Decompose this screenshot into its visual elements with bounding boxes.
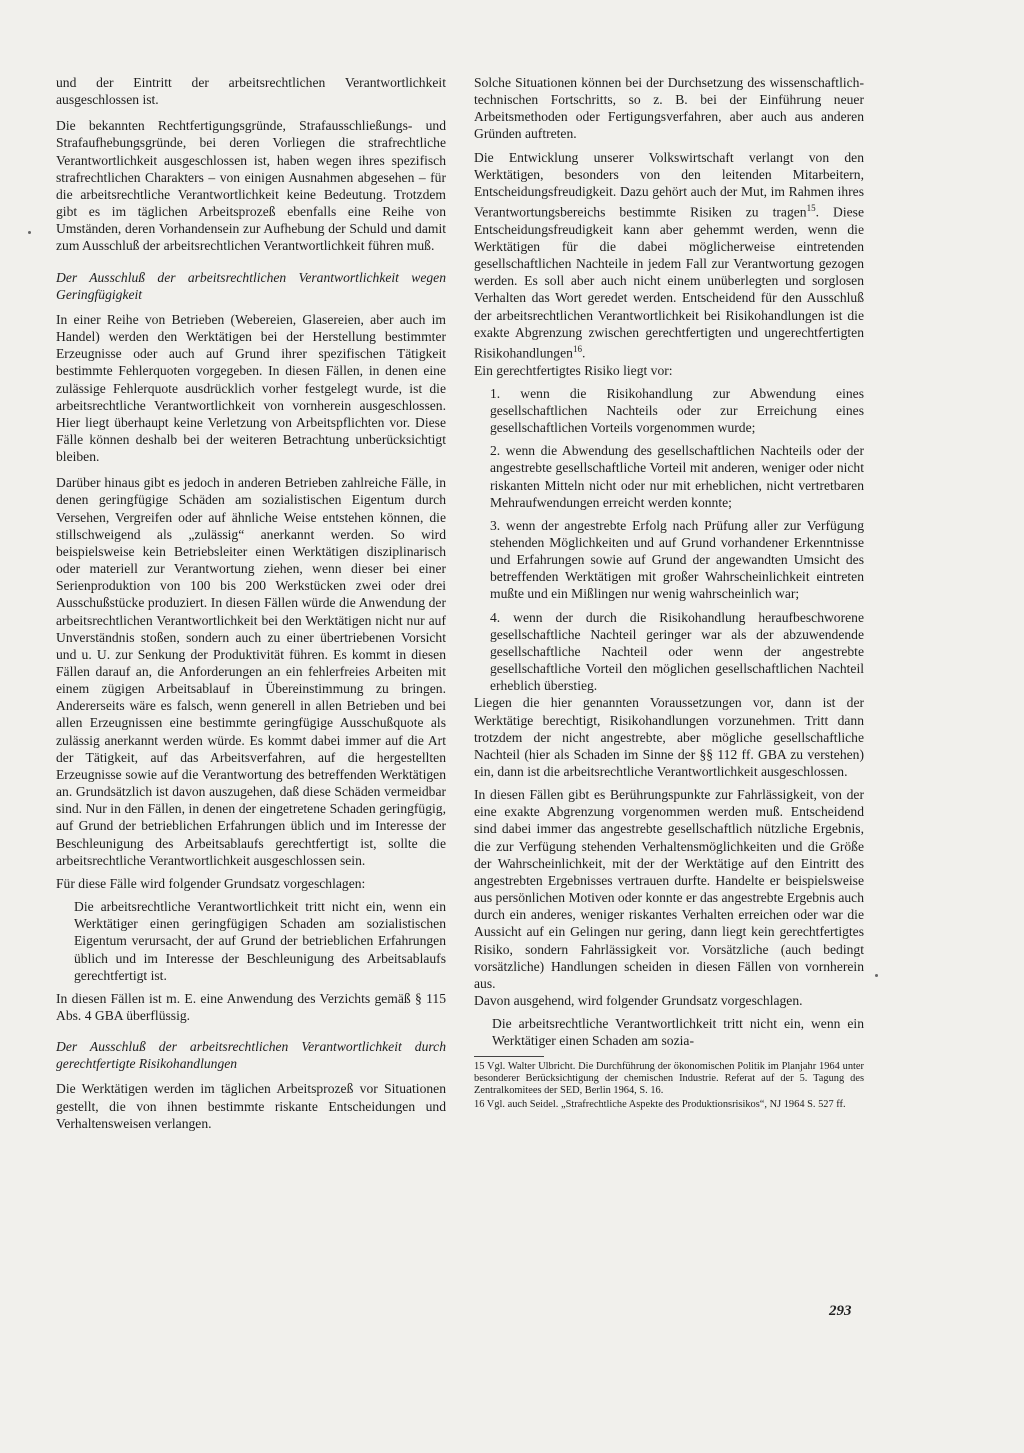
paragraph: In einer Reihe von Betrieben (Webereien, Glasereien, aber auch im Handel) werden den Werktätigen bei der Herstellung bestimmter Erzeugnisse oder auch auf Grund ihrer spezifischen Tätigkeit bestimmte Fehlerquoten vorgegeben. In diesen Fällen, in denen eine zulässige Fehlerquote ausdrücklich vorher festgelegt wurde, ist die arbeitsrechtliche Verantwortlichkeit von vornherein ausgeschlossen. Hier liegt überhaupt keine Verletzung von Arbeitspflichten vor. Diese Fälle können deshalb bei der weiteren Betrachtung unberücksichtigt bleiben. — [56, 311, 446, 465]
paragraph: Ein gerechtfertigtes Risiko liegt vor: — [474, 362, 673, 378]
principle-quote: Die arbeitsrechtliche Verantwortlichkeit tritt nicht ein, wenn ein Werktätiger einen Schaden am sozia- — [492, 1016, 864, 1049]
paragraph: In diesen Fällen ist m. E. eine Anwendung des Verzichts gemäß § 115 Abs. 4 GBA überflüssig. — [56, 990, 446, 1023]
section-heading: Der Ausschluß der arbeitsrechtlichen Verantwortlichkeit durch gerechtfertigte Risikohandlungen — [56, 1039, 446, 1072]
paragraph: Die bekannten Rechtfertigungsgründe, Strafausschließungs- und Strafaufhebungsgründe, bei deren Vorliegen die strafrechtliche Verantwortlichkeit ausgeschlossen ist, haben wegen ihres spezifisch strafrechtlichen Charakters – von einigen Ausnahmen abgesehen – für die arbeitsrechtliche Verantwortlichkeit keine Bedeutung. Trotzdem gibt es im täglichen Arbeitsprozeß ebenfalls eine Reihe von Umständen, deren Vorhandensein zur Aufhebung der Schuld und damit zum Ausschluß der arbeitsrechtlichen Verantwortlichkeit führen muß. — [56, 118, 446, 254]
paragraph: Liegen die hier genannten Voraussetzungen vor, dann ist der Werktätige berechtigt, Risikohandlungen vorzunehmen. Tritt dann trotzdem der nicht angestrebte, aber mögliche gesellschaftliche Nachteil (hier als Schaden im Sinne der §§ 112 ff. GBA zu verstehen) ein, dann ist die arbeitsrechtliche Verantwortlichkeit ausgeschlossen. — [474, 695, 864, 779]
footnote: 15 Vgl. Walter Ulbricht. Die Durchführung der ökonomischen Politik im Planjahr 1964 unter besonderer Berücksichtigung der chemischen Industrie. Referat auf der 5. Tagung des Zentralkomitees der SED, Berlin 1964, S. 16. — [474, 1060, 864, 1096]
right-column — [474, 74, 864, 1111]
list-item: 3. wenn der angestrebte Erfolg nach Prüfung aller zur Verfügung stehenden Möglichkeiten und auf Grund vorhandener Erkenntnisse und Erfahrungen sowie auf Grund der angewandten Umsicht des betreffenden Werktätigen mit großer Wahrscheinlichkeit eintreten mußte und ein Mißlingen nur wenig wahrscheinlich war; — [490, 517, 864, 602]
paragraph: und der Eintritt der arbeitsrechtlichen Verantwortlichkeit ausgeschlossen ist. — [56, 75, 446, 108]
paragraph: Für diese Fälle wird folgender Grundsatz vorgeschlagen: — [56, 875, 366, 891]
scan-speck — [28, 231, 31, 234]
paragraph-text: . Diese Entscheidungsfreudigkeit kann aber gehemmt werden, wenn die Werktätigen für die dabei möglicherweise eintretenden gesellschaftlichen Nachteile in jedem Fall zur Verantwortung gezogen werden. Es soll aber auch nicht einem unüberlegten und sorglosen Verhalten das Wort geredet werden. Entscheidend für den Ausschluß der arbeitsrechtlichen Verantwortlichkeit bei Risikohandlungen ist die exakte Abgrenzung zwischen gerechtfertigten und ungerechtfertigten Risikohandlungen — [474, 204, 865, 361]
scan-speck — [875, 974, 878, 977]
footnote-ref: 16 — [572, 343, 582, 354]
section-heading: Der Ausschluß der arbeitsrechtlichen Verantwortlichkeit wegen Geringfügigkeit — [56, 269, 446, 302]
paragraph-text: . — [581, 345, 586, 361]
left-column — [56, 74, 446, 1132]
principle-quote: Die arbeitsrechtliche Verantwortlichkeit tritt nicht ein, wenn ein Werktätiger einen geringfügigen Schaden am sozialistischen Eigentum verursacht, der auf Grund der betrieblichen Erfahrungen üblich und im Interesse der Beschleunigung des Arbeitsablaufs gerechtfertigt ist. — [74, 899, 446, 983]
paragraph: In diesen Fällen gibt es Berührungspunkte zur Fahrlässigkeit, von der eine exakte Abgrenzung vorgenommen werden muß. Entscheidend sind dabei immer das angestrebte gesellschaftlich nützliche Ergebnis, die zur Verfügung stehenden Verhaltensmöglichkeiten und die Größe der Wahrscheinlichkeit, mit der der Werktätige auf den Eintritt des angestrebten Ergebnisses vertrauen durfte. Handelte er beispielsweise aus persönlichen Motiven oder konnte er das angestrebte Ergebnis auch durch ein anderes, weniger riskantes Verhalten erreichen oder war die Aussicht auf ein Gelingen nur gering, dann liegt kein gerechtfertigtes Risiko, sondern Fahrlässigkeit vor. Vorsätzliche (auch bedingt vorsätzliche) Handlungen scheiden in diesen Fällen von vornherein aus. — [474, 787, 864, 991]
list-item: 1. wenn die Risikohandlung zur Abwendung eines gesellschaftlichen Nachteils oder zur Erreichung eines gesellschaftlichen Vorteils vorgenommen wurde; — [490, 385, 864, 436]
footnote-divider — [474, 1056, 544, 1057]
list-item: 2. wenn die Abwendung des gesellschaftlichen Nachteils oder der angestrebte gesellschaftliche Vorteil mit anderen, weniger oder nicht riskanten Mitteln nicht oder nur mit erheblichen, nicht vertretbaren Mehraufwendungen erreicht werden konnte; — [490, 443, 864, 510]
page-number: 293 — [829, 1303, 852, 1319]
paragraph: Die Werktätigen werden im täglichen Arbeitsprozeß vor Situationen gestellt, die von ihnen bestimmte riskante Entscheidungen und Verhaltensweisen verlangen. — [56, 1081, 446, 1131]
paragraph: Solche Situationen können bei der Durchsetzung des wissenschaftlich-technischen Fortschritts, so z. B. bei der Einführung neuer Arbeitsmethoden oder Fertigungsverfahren, aber auch aus anderen Gründen auftreten. — [474, 75, 864, 142]
paragraph: Darüber hinaus gibt es jedoch in anderen Betrieben zahlreiche Fälle, in denen geringfügige Schäden am sozialistischen Eigentum durch Versehen, Vergreifen oder auf ähnliche Weise entstehen können, die stillschweigend als „zulässig“ anerkannt werden. So wird beispielsweise kein Betriebsleiter einen Werktätigen disziplinarisch oder materiell zur Verantwortung ziehen, wenn dieser bei einer Serienproduktion von 100 bis 200 Werkstücken zwei oder drei Ausschußstücke produziert. In diesen Fällen würde die Anwendung der arbeitsrechtlichen Verantwortlichkeit bei den Werktätigen nicht nur auf Unverständnis stoßen, sondern auch zu einer übertriebenen Vorsicht und u. U. zur Senkung der Produktivität führen. Es kommt in diesen Fällen darauf an, die Anforderungen an ein fehlerfreies Arbeiten mit einem zügigen Arbeitsablauf in Übereinstimmung zu bringen. Andererseits wäre es falsch, wenn generell in allen Betrieben und bei allen Erzeugnissen eine bestimmte geringfügige Ausschußquote als zulässig anerkannt werden würde. Es kommt dabei immer auf die Art der Tätigkeit, auf das Arbeitsverfahren, auf die hergestellten Erzeugnisse sowie auf die Verantwortung des betreffenden Werktätigen an. Grundsätzlich ist davon auszugehen, daß diese Schäden vermeidbar sind. Nur in den Fällen, in denen der eingetretene Schaden geringfügig, auf Grund der betrieblichen Erfahrungen üblich und im Interesse der Beschleunigung des Arbeitsablaufs gerechtfertigt ist, sollte die arbeitsrechtliche Verantwortlichkeit ausgeschlossen sein. — [56, 475, 446, 868]
paragraph-text: Die Entwicklung unserer Volkswirtschaft verlangt von den Werktätigen, besonders von den leitenden Mitarbeitern, Entscheidungsfreudigkeit. Dazu gehört auch der Mut, im Rahmen ihres Verantwortungsbereichs bestimmte Risiken zu tragen — [474, 149, 864, 220]
list-item: 4. wenn der durch die Risikohandlung heraufbeschworene gesellschaftliche Nachteil geringer war als der abzuwendende gesellschaftliche Nachteil oder wenn der angestrebte gesellschaftliche Vorteil den möglichen gesellschaftlichen Nachteil erheblich überstieg. — [490, 609, 864, 694]
footnote: 16 Vgl. auch Seidel. „Strafrechtliche Aspekte des Produktionsrisikos“, NJ 1964 S. 527 ff. — [474, 1099, 846, 1111]
paragraph — [474, 149, 864, 362]
paragraph: Davon ausgehend, wird folgender Grundsatz vorgeschlagen. — [474, 993, 803, 1009]
footnote-ref: 15 — [806, 203, 816, 214]
